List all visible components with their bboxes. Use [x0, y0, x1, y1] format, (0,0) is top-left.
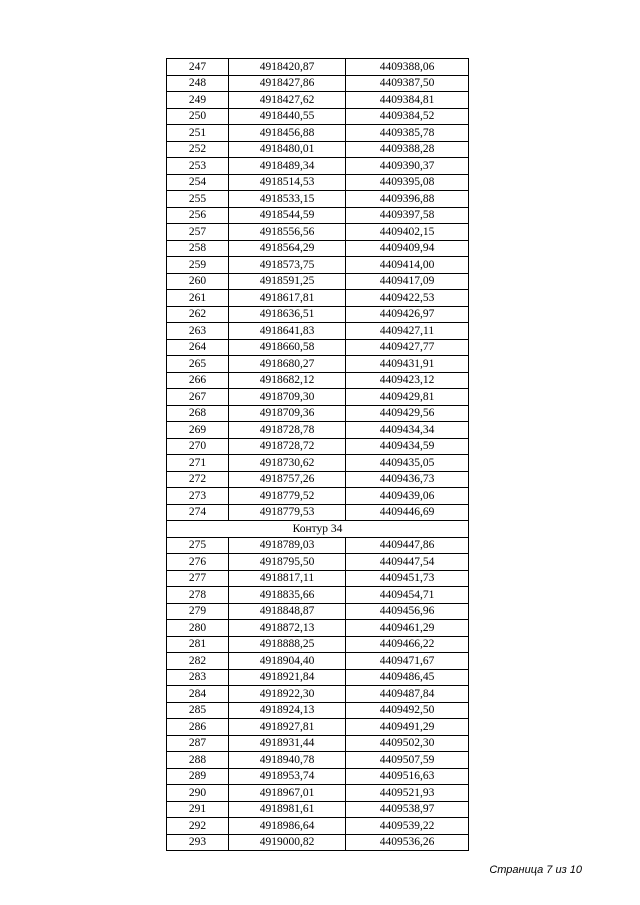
- y-coordinate-cell: 4409388,28: [346, 141, 469, 158]
- point-number-cell: 249: [167, 92, 229, 109]
- point-number-cell: 265: [167, 356, 229, 373]
- point-number-cell: 293: [167, 834, 229, 851]
- table-row: [167, 356, 469, 373]
- table-row: [167, 59, 469, 76]
- point-number-cell: 278: [167, 587, 229, 604]
- table-row: [167, 290, 469, 307]
- point-number-cell: 271: [167, 455, 229, 472]
- x-coordinate-cell: 4918953,74: [229, 768, 346, 785]
- y-coordinate-cell: 4409491,29: [346, 719, 469, 736]
- y-coordinate-cell: 4409466,22: [346, 636, 469, 653]
- y-coordinate-cell: 4409516,63: [346, 768, 469, 785]
- table-row: [167, 735, 469, 752]
- point-number-cell: 260: [167, 273, 229, 290]
- y-coordinate-cell: 4409429,56: [346, 405, 469, 422]
- table-row: [167, 669, 469, 686]
- x-coordinate-cell: 4918641,83: [229, 323, 346, 340]
- y-coordinate-cell: 4409486,45: [346, 669, 469, 686]
- table-row: [167, 504, 469, 521]
- x-coordinate-cell: 4918795,50: [229, 554, 346, 571]
- y-coordinate-cell: 4409384,52: [346, 108, 469, 125]
- table-row: [167, 455, 469, 472]
- y-coordinate-cell: 4409423,12: [346, 372, 469, 389]
- y-coordinate-cell: 4409384,81: [346, 92, 469, 109]
- y-coordinate-cell: 4409502,30: [346, 735, 469, 752]
- y-coordinate-cell: 4409414,00: [346, 257, 469, 274]
- y-coordinate-cell: 4409395,08: [346, 174, 469, 191]
- x-coordinate-cell: 4918931,44: [229, 735, 346, 752]
- x-coordinate-cell: 4918427,86: [229, 75, 346, 92]
- point-number-cell: 261: [167, 290, 229, 307]
- point-number-cell: 279: [167, 603, 229, 620]
- table-row: [167, 125, 469, 142]
- point-number-cell: 288: [167, 752, 229, 769]
- x-coordinate-cell: 4918728,72: [229, 438, 346, 455]
- table-row: [167, 653, 469, 670]
- point-number-cell: 258: [167, 240, 229, 257]
- table-row: [167, 471, 469, 488]
- y-coordinate-cell: 4409397,58: [346, 207, 469, 224]
- y-coordinate-cell: 4409387,50: [346, 75, 469, 92]
- point-number-cell: 281: [167, 636, 229, 653]
- point-number-cell: 259: [167, 257, 229, 274]
- point-number-cell: 272: [167, 471, 229, 488]
- x-coordinate-cell: 4918480,01: [229, 141, 346, 158]
- x-coordinate-cell: 4918660,58: [229, 339, 346, 356]
- table-row: [167, 306, 469, 323]
- y-coordinate-cell: 4409536,26: [346, 834, 469, 851]
- point-number-cell: 268: [167, 405, 229, 422]
- table-row: [167, 537, 469, 554]
- y-coordinate-cell: 4409385,78: [346, 125, 469, 142]
- table-row: [167, 587, 469, 604]
- table-row: [167, 141, 469, 158]
- y-coordinate-cell: 4409492,50: [346, 702, 469, 719]
- y-coordinate-cell: 4409447,86: [346, 537, 469, 554]
- table-row: [167, 75, 469, 92]
- x-coordinate-cell: 4918680,27: [229, 356, 346, 373]
- point-number-cell: 292: [167, 818, 229, 835]
- x-coordinate-cell: 4918817,11: [229, 570, 346, 587]
- table-row: [167, 339, 469, 356]
- y-coordinate-cell: 4409451,73: [346, 570, 469, 587]
- y-coordinate-cell: 4409429,81: [346, 389, 469, 406]
- table-row: [167, 240, 469, 257]
- x-coordinate-cell: 4918872,13: [229, 620, 346, 637]
- point-number-cell: 262: [167, 306, 229, 323]
- x-coordinate-cell: 4918835,66: [229, 587, 346, 604]
- point-number-cell: 252: [167, 141, 229, 158]
- point-number-cell: 283: [167, 669, 229, 686]
- point-number-cell: 289: [167, 768, 229, 785]
- point-number-cell: 273: [167, 488, 229, 505]
- x-coordinate-cell: 4918757,26: [229, 471, 346, 488]
- table-row: [167, 752, 469, 769]
- point-number-cell: 275: [167, 537, 229, 554]
- table-row: [167, 636, 469, 653]
- point-number-cell: 257: [167, 224, 229, 241]
- y-coordinate-cell: 4409426,97: [346, 306, 469, 323]
- x-coordinate-cell: 4918440,55: [229, 108, 346, 125]
- x-coordinate-cell: 4918573,75: [229, 257, 346, 274]
- y-coordinate-cell: 4409427,11: [346, 323, 469, 340]
- point-number-cell: 250: [167, 108, 229, 125]
- point-number-cell: 264: [167, 339, 229, 356]
- table-row: [167, 92, 469, 109]
- x-coordinate-cell: 4918556,56: [229, 224, 346, 241]
- table-row: [167, 620, 469, 637]
- table-row: [167, 818, 469, 835]
- x-coordinate-cell: 4919000,82: [229, 834, 346, 851]
- coordinates-table: [166, 58, 469, 851]
- table-row: [167, 603, 469, 620]
- table-row: [167, 801, 469, 818]
- table-row: [167, 108, 469, 125]
- table-row: [167, 389, 469, 406]
- table-row: [167, 323, 469, 340]
- y-coordinate-cell: 4409436,73: [346, 471, 469, 488]
- point-number-cell: 284: [167, 686, 229, 703]
- table-row: [167, 191, 469, 208]
- x-coordinate-cell: 4918544,59: [229, 207, 346, 224]
- point-number-cell: 255: [167, 191, 229, 208]
- point-number-cell: 269: [167, 422, 229, 439]
- table-row: [167, 372, 469, 389]
- y-coordinate-cell: 4409427,77: [346, 339, 469, 356]
- table-row: [167, 224, 469, 241]
- table-row: [167, 686, 469, 703]
- x-coordinate-cell: 4918730,62: [229, 455, 346, 472]
- table-row: [167, 834, 469, 851]
- y-coordinate-cell: 4409439,06: [346, 488, 469, 505]
- y-coordinate-cell: 4409422,53: [346, 290, 469, 307]
- contour-label: Контур 34: [167, 521, 469, 538]
- x-coordinate-cell: 4918709,36: [229, 405, 346, 422]
- table-row: [167, 438, 469, 455]
- x-coordinate-cell: 4918927,81: [229, 719, 346, 736]
- point-number-cell: 247: [167, 59, 229, 76]
- y-coordinate-cell: 4409538,97: [346, 801, 469, 818]
- point-number-cell: 256: [167, 207, 229, 224]
- x-coordinate-cell: 4918922,30: [229, 686, 346, 703]
- x-coordinate-cell: 4918779,52: [229, 488, 346, 505]
- table-row: [167, 174, 469, 191]
- y-coordinate-cell: 4409434,59: [346, 438, 469, 455]
- x-coordinate-cell: 4918709,30: [229, 389, 346, 406]
- point-number-cell: 287: [167, 735, 229, 752]
- point-number-cell: 251: [167, 125, 229, 142]
- x-coordinate-cell: 4918636,51: [229, 306, 346, 323]
- x-coordinate-cell: 4918981,61: [229, 801, 346, 818]
- x-coordinate-cell: 4918986,64: [229, 818, 346, 835]
- y-coordinate-cell: 4409388,06: [346, 59, 469, 76]
- point-number-cell: 277: [167, 570, 229, 587]
- y-coordinate-cell: 4409461,29: [346, 620, 469, 637]
- y-coordinate-cell: 4409539,22: [346, 818, 469, 835]
- table-row: [167, 554, 469, 571]
- x-coordinate-cell: 4918924,13: [229, 702, 346, 719]
- x-coordinate-cell: 4918533,15: [229, 191, 346, 208]
- y-coordinate-cell: 4409521,93: [346, 785, 469, 802]
- x-coordinate-cell: 4918904,40: [229, 653, 346, 670]
- y-coordinate-cell: 4409487,84: [346, 686, 469, 703]
- x-coordinate-cell: 4918921,84: [229, 669, 346, 686]
- table-row: [167, 702, 469, 719]
- table-row: [167, 785, 469, 802]
- y-coordinate-cell: 4409471,67: [346, 653, 469, 670]
- point-number-cell: 248: [167, 75, 229, 92]
- y-coordinate-cell: 4409447,54: [346, 554, 469, 571]
- x-coordinate-cell: 4918427,62: [229, 92, 346, 109]
- x-coordinate-cell: 4918420,87: [229, 59, 346, 76]
- point-number-cell: 263: [167, 323, 229, 340]
- table-row: [167, 158, 469, 175]
- point-number-cell: 282: [167, 653, 229, 670]
- x-coordinate-cell: 4918591,25: [229, 273, 346, 290]
- x-coordinate-cell: 4918848,87: [229, 603, 346, 620]
- point-number-cell: 274: [167, 504, 229, 521]
- x-coordinate-cell: 4918682,12: [229, 372, 346, 389]
- table-row: [167, 257, 469, 274]
- point-number-cell: 270: [167, 438, 229, 455]
- page-number: Страница 7 из 10: [489, 864, 582, 876]
- y-coordinate-cell: 4409431,91: [346, 356, 469, 373]
- point-number-cell: 280: [167, 620, 229, 637]
- y-coordinate-cell: 4409507,59: [346, 752, 469, 769]
- point-number-cell: 290: [167, 785, 229, 802]
- y-coordinate-cell: 4409396,88: [346, 191, 469, 208]
- x-coordinate-cell: 4918967,01: [229, 785, 346, 802]
- x-coordinate-cell: 4918456,88: [229, 125, 346, 142]
- table-row: [167, 422, 469, 439]
- point-number-cell: 291: [167, 801, 229, 818]
- x-coordinate-cell: 4918779,53: [229, 504, 346, 521]
- table-row: [167, 273, 469, 290]
- x-coordinate-cell: 4918514,53: [229, 174, 346, 191]
- y-coordinate-cell: 4409409,94: [346, 240, 469, 257]
- x-coordinate-cell: 4918564,29: [229, 240, 346, 257]
- point-number-cell: 285: [167, 702, 229, 719]
- y-coordinate-cell: 4409434,34: [346, 422, 469, 439]
- table-row: [167, 488, 469, 505]
- table-row: [167, 207, 469, 224]
- x-coordinate-cell: 4918789,03: [229, 537, 346, 554]
- y-coordinate-cell: 4409446,69: [346, 504, 469, 521]
- x-coordinate-cell: 4918728,78: [229, 422, 346, 439]
- table-row: [167, 719, 469, 736]
- x-coordinate-cell: 4918489,34: [229, 158, 346, 175]
- point-number-cell: 253: [167, 158, 229, 175]
- y-coordinate-cell: 4409435,05: [346, 455, 469, 472]
- y-coordinate-cell: 4409390,37: [346, 158, 469, 175]
- table-row: [167, 768, 469, 785]
- x-coordinate-cell: 4918617,81: [229, 290, 346, 307]
- y-coordinate-cell: 4409402,15: [346, 224, 469, 241]
- y-coordinate-cell: 4409417,09: [346, 273, 469, 290]
- x-coordinate-cell: 4918888,25: [229, 636, 346, 653]
- point-number-cell: 286: [167, 719, 229, 736]
- y-coordinate-cell: 4409454,71: [346, 587, 469, 604]
- contour-header-row: [167, 521, 469, 538]
- y-coordinate-cell: 4409456,96: [346, 603, 469, 620]
- table-row: [167, 570, 469, 587]
- table-row: [167, 405, 469, 422]
- point-number-cell: 266: [167, 372, 229, 389]
- x-coordinate-cell: 4918940,78: [229, 752, 346, 769]
- point-number-cell: 276: [167, 554, 229, 571]
- point-number-cell: 267: [167, 389, 229, 406]
- point-number-cell: 254: [167, 174, 229, 191]
